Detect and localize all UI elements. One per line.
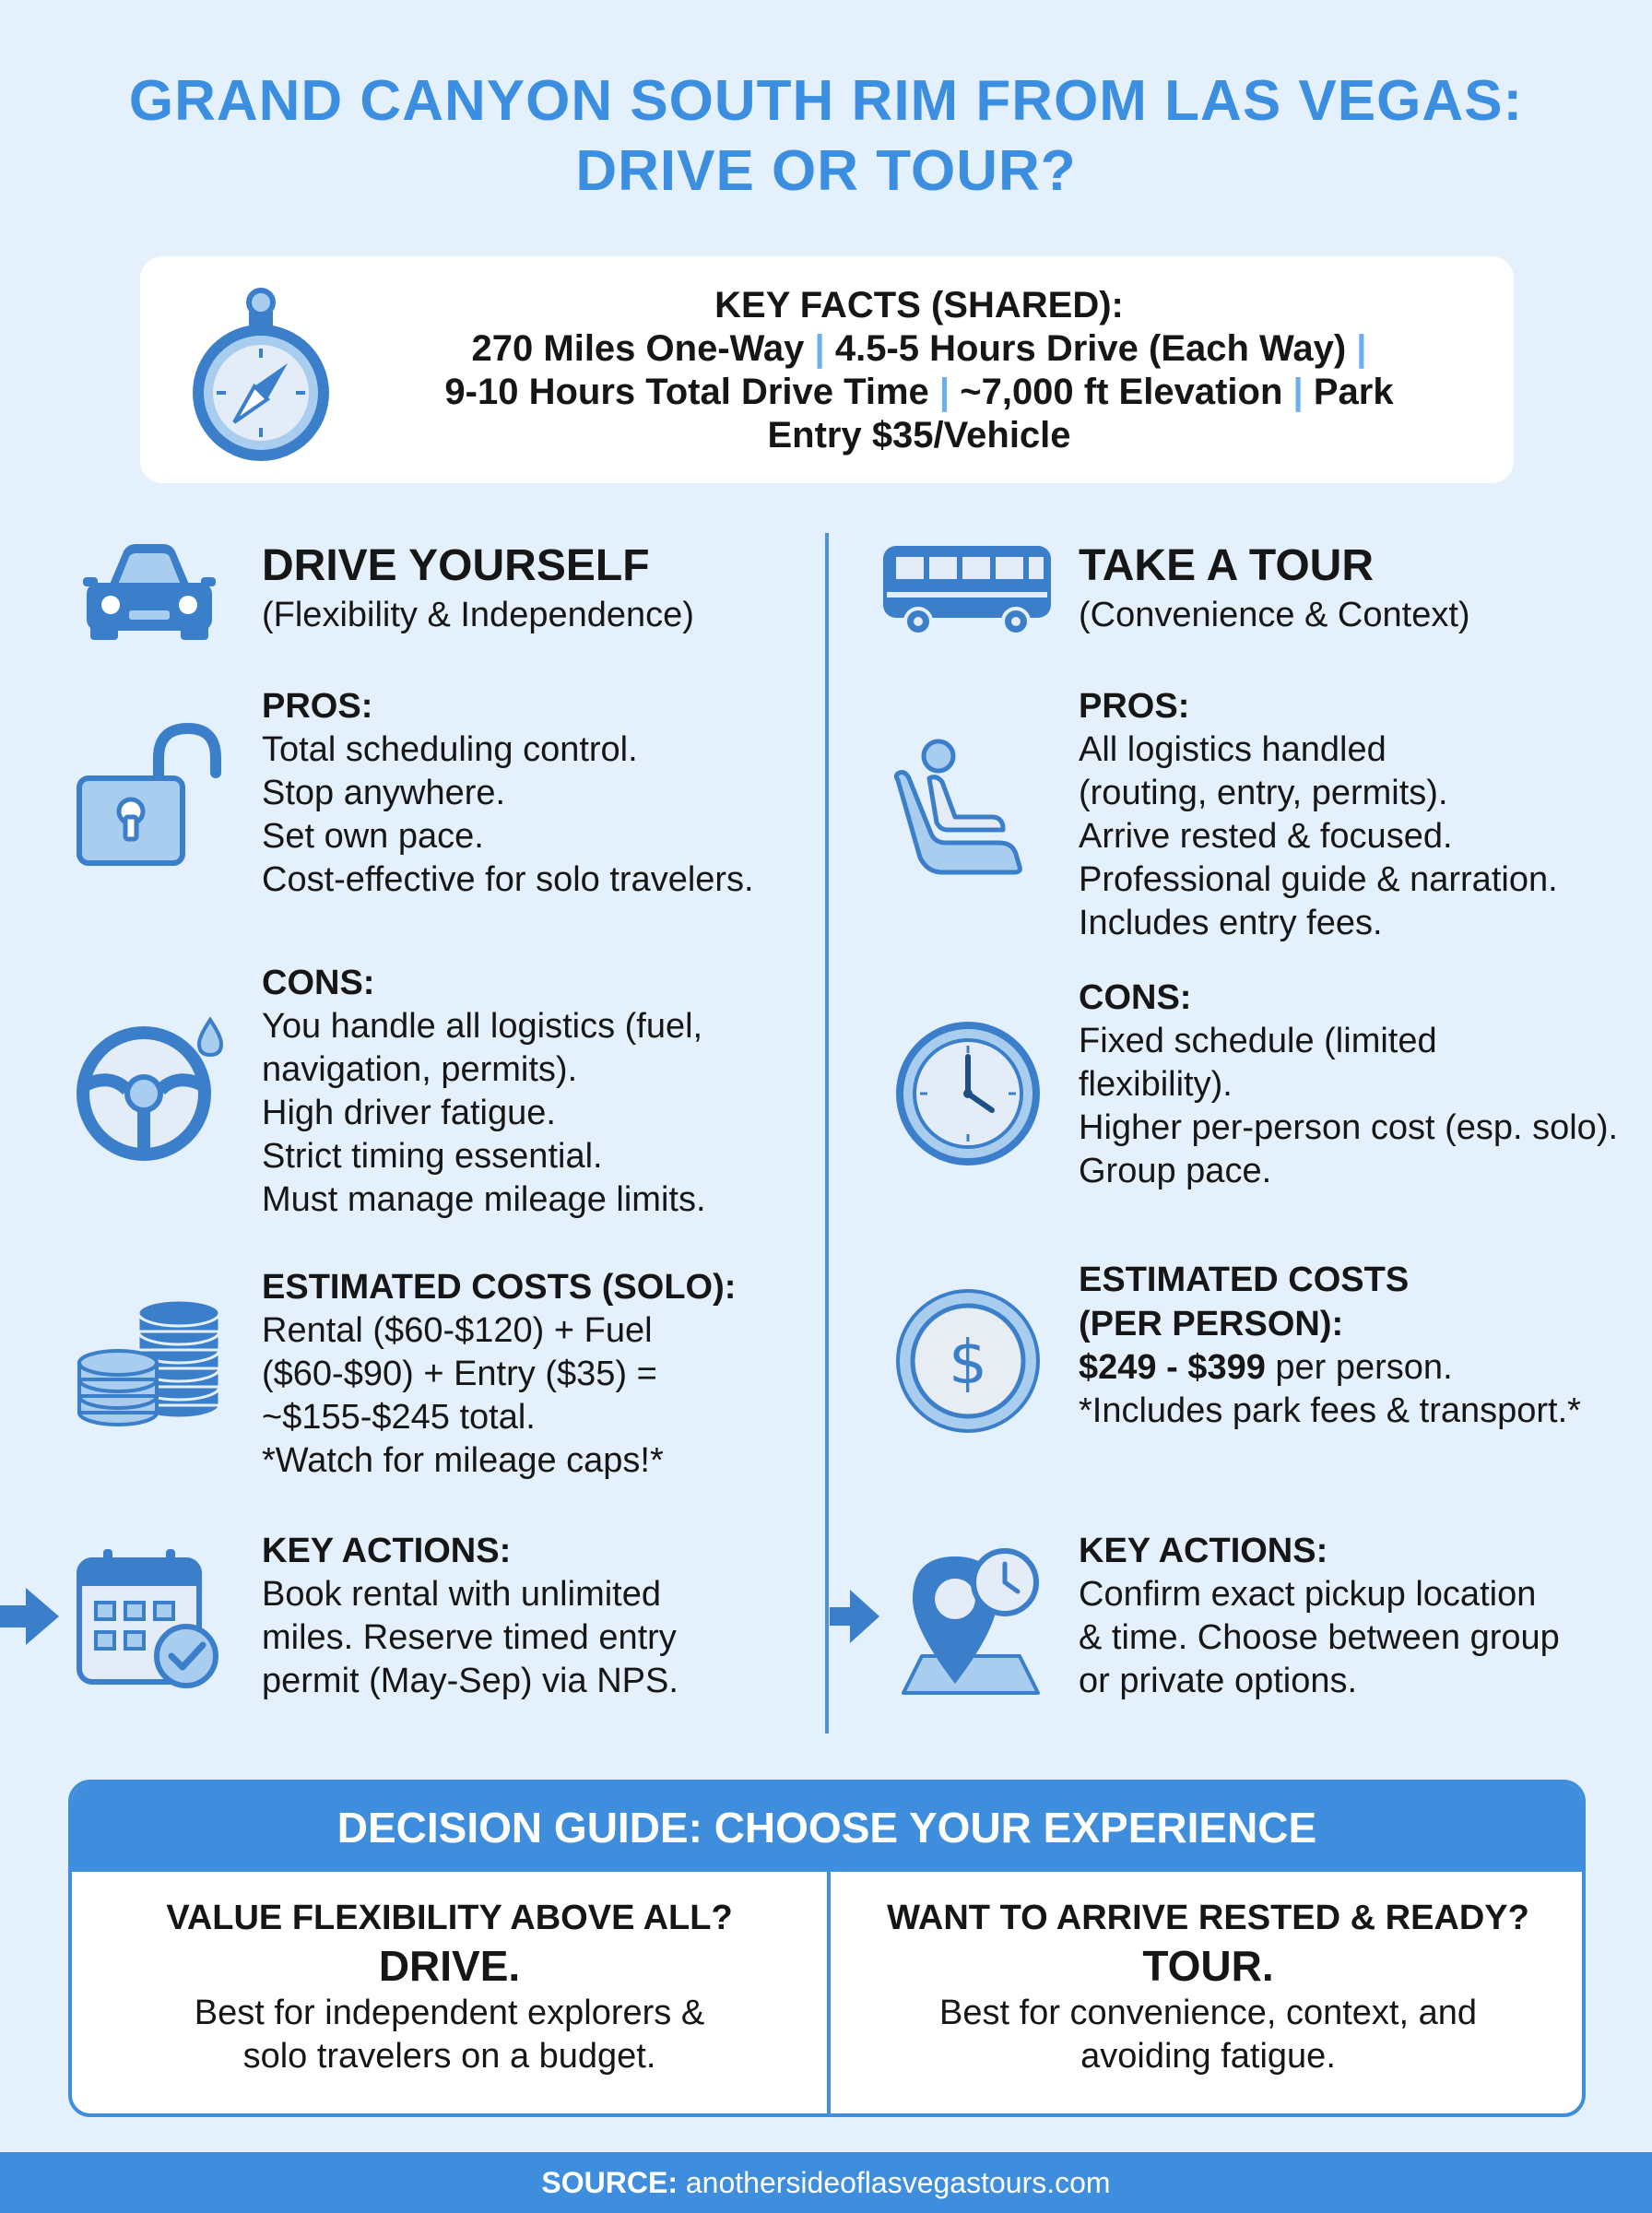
tour-pros-label: PROS:: [1079, 687, 1190, 726]
list-item: (routing, entry, permits).: [1079, 774, 1448, 812]
list-item: or private options.: [1079, 1662, 1358, 1700]
drive-actions: [262, 1529, 678, 1703]
compass-icon: [184, 284, 337, 463]
fact-total-drive: 9-10 Hours Total Drive Time: [444, 372, 929, 412]
title-line-2: DRIVE OR TOUR?: [575, 139, 1077, 203]
fact-drive-hours: 4.5-5 Hours Drive (Each Way): [834, 328, 1347, 369]
svg-text:$: $: [949, 1327, 987, 1398]
fact-separator: |: [814, 328, 825, 369]
bus-icon: [879, 542, 1055, 638]
decision-tour-desc-2: avoiding fatigue.: [1080, 2037, 1336, 2076]
drive-cons-label: CONS:: [262, 964, 375, 1002]
decision-tour-question: WANT TO ARRIVE RESTED & READY?: [887, 1899, 1529, 1937]
decision-drive-question: VALUE FLEXIBILITY ABOVE ALL?: [166, 1899, 733, 1937]
key-facts-card: [140, 256, 1514, 483]
list-item: Book rental with unlimited: [262, 1575, 661, 1614]
decision-guide: [68, 1780, 1586, 2117]
tour-costs-label-2: (PER PERSON):: [1079, 1305, 1344, 1343]
list-item: You handle all logistics (fuel,: [262, 1007, 703, 1046]
list-item: miles. Reserve timed entry: [262, 1618, 677, 1657]
drive-actions-label: KEY ACTIONS:: [262, 1532, 512, 1570]
drive-costs: [262, 1265, 736, 1483]
tour-price-line: [1079, 1346, 1581, 1390]
fact-separator: |: [1292, 372, 1304, 412]
coin-stacks-icon: [76, 1285, 223, 1429]
list-item: ~$155-$245 total.: [262, 1398, 536, 1437]
drive-pros-label: PROS:: [262, 687, 373, 726]
drive-costs-label: ESTIMATED COSTS (SOLO):: [262, 1268, 737, 1307]
tour-header: [1079, 540, 1470, 638]
list-item: Group pace.: [1079, 1152, 1272, 1190]
key-facts-line-1: [361, 327, 1477, 371]
list-item: Rental ($60-$120) + Fuel: [262, 1311, 653, 1350]
clock-icon: [894, 1020, 1042, 1167]
map-pin-clock-icon: [894, 1545, 1047, 1698]
tour-pros: [1079, 684, 1558, 945]
list-item: flexibility).: [1079, 1065, 1233, 1104]
list-item: Professional guide & narration.: [1079, 860, 1558, 899]
list-item: Set own pace.: [262, 817, 484, 856]
key-facts-line-2: [361, 371, 1477, 414]
tour-cons: [1079, 976, 1618, 1193]
tour-actions: [1079, 1529, 1560, 1703]
list-item: permit (May-Sep) via NPS.: [262, 1662, 678, 1700]
decision-drive: [72, 1872, 827, 2117]
list-item: Fixed schedule (limited: [1079, 1022, 1437, 1060]
fact-separator: |: [938, 372, 950, 412]
tour-price-suffix: per person.: [1265, 1348, 1453, 1387]
source-label: SOURCE:: [541, 2166, 678, 2199]
fact-separator: |: [1356, 328, 1367, 369]
drive-header: [262, 540, 694, 638]
column-divider: [825, 533, 829, 1734]
decision-tour: [831, 1872, 1586, 2117]
unlocked-padlock-icon: [74, 721, 221, 869]
drive-subtitle: (Flexibility & Independence): [262, 596, 694, 634]
list-item: Stop anywhere.: [262, 774, 506, 812]
decision-guide-heading: DECISION GUIDE: CHOOSE YOUR EXPERIENCE: [72, 1783, 1582, 1872]
fact-elevation: ~7,000 ft Elevation: [960, 372, 1283, 412]
list-item: & time. Choose between group: [1079, 1618, 1560, 1657]
decision-drive-desc-1: Best for independent explorers &: [194, 1994, 705, 2032]
decision-drive-answer: DRIVE.: [378, 1942, 521, 1990]
source-footer: [0, 2152, 1652, 2213]
source-url[interactable]: anothersideoflasvegastours.com: [677, 2166, 1111, 2199]
tour-costs-note: *Includes park fees & transport.*: [1079, 1391, 1581, 1430]
drive-title: DRIVE YOURSELF: [262, 541, 650, 590]
tour-price: $249 - $399: [1079, 1348, 1266, 1387]
list-item: Total scheduling control.: [262, 730, 638, 769]
list-item: *Watch for mileage caps!*: [262, 1441, 664, 1480]
list-item: ($60-$90) + Entry ($35) =: [262, 1355, 657, 1393]
key-facts-text: [361, 284, 1477, 457]
list-item: Includes entry fees.: [1079, 904, 1383, 942]
fact-park-entry-part-1: Park: [1313, 372, 1394, 412]
seated-passenger-icon: [891, 738, 1029, 876]
list-item: navigation, permits).: [262, 1050, 578, 1089]
list-item: Must manage mileage limits.: [262, 1180, 706, 1219]
tour-costs-label-1: ESTIMATED COSTS: [1079, 1260, 1410, 1299]
decision-drive-desc-2: solo travelers on a budget.: [242, 2037, 656, 2076]
arrow-right-icon: [0, 1584, 61, 1649]
tour-title: TAKE A TOUR: [1079, 541, 1374, 590]
dollar-coin-icon: [894, 1287, 1042, 1435]
decision-tour-desc-1: Best for convenience, context, and: [938, 1994, 1478, 2032]
decision-tour-answer: TOUR.: [1142, 1942, 1274, 1990]
drive-pros: [262, 684, 754, 902]
list-item: Confirm exact pickup location: [1079, 1575, 1537, 1614]
fact-park-entry-part-2: Entry $35/Vehicle: [767, 415, 1071, 456]
tour-costs: [1079, 1258, 1581, 1433]
tour-cons-label: CONS:: [1079, 978, 1192, 1017]
key-facts-heading: KEY FACTS (SHARED):: [714, 285, 1124, 325]
list-item: Cost-effective for solo travelers.: [262, 860, 754, 899]
page-title: [0, 66, 1652, 207]
list-item: Strict timing essential.: [262, 1137, 603, 1176]
drive-cons: [262, 961, 706, 1222]
tour-subtitle: (Convenience & Context): [1079, 596, 1470, 634]
list-item: Arrive rested & focused.: [1079, 817, 1453, 856]
list-item: All logistics handled: [1079, 730, 1386, 769]
calendar-check-icon: [76, 1547, 223, 1691]
steering-wheel-icon: [74, 1016, 227, 1164]
arrow-right-icon: [830, 1588, 881, 1645]
list-item: Higher per-person cost (esp. solo).: [1079, 1108, 1619, 1147]
fact-miles: 270 Miles One-Way: [471, 328, 805, 369]
car-icon: [83, 540, 216, 642]
tour-actions-label: KEY ACTIONS:: [1079, 1532, 1328, 1570]
title-line-1: GRAND CANYON SOUTH RIM FROM LAS VEGAS:: [128, 69, 1524, 133]
list-item: High driver fatigue.: [262, 1094, 556, 1132]
